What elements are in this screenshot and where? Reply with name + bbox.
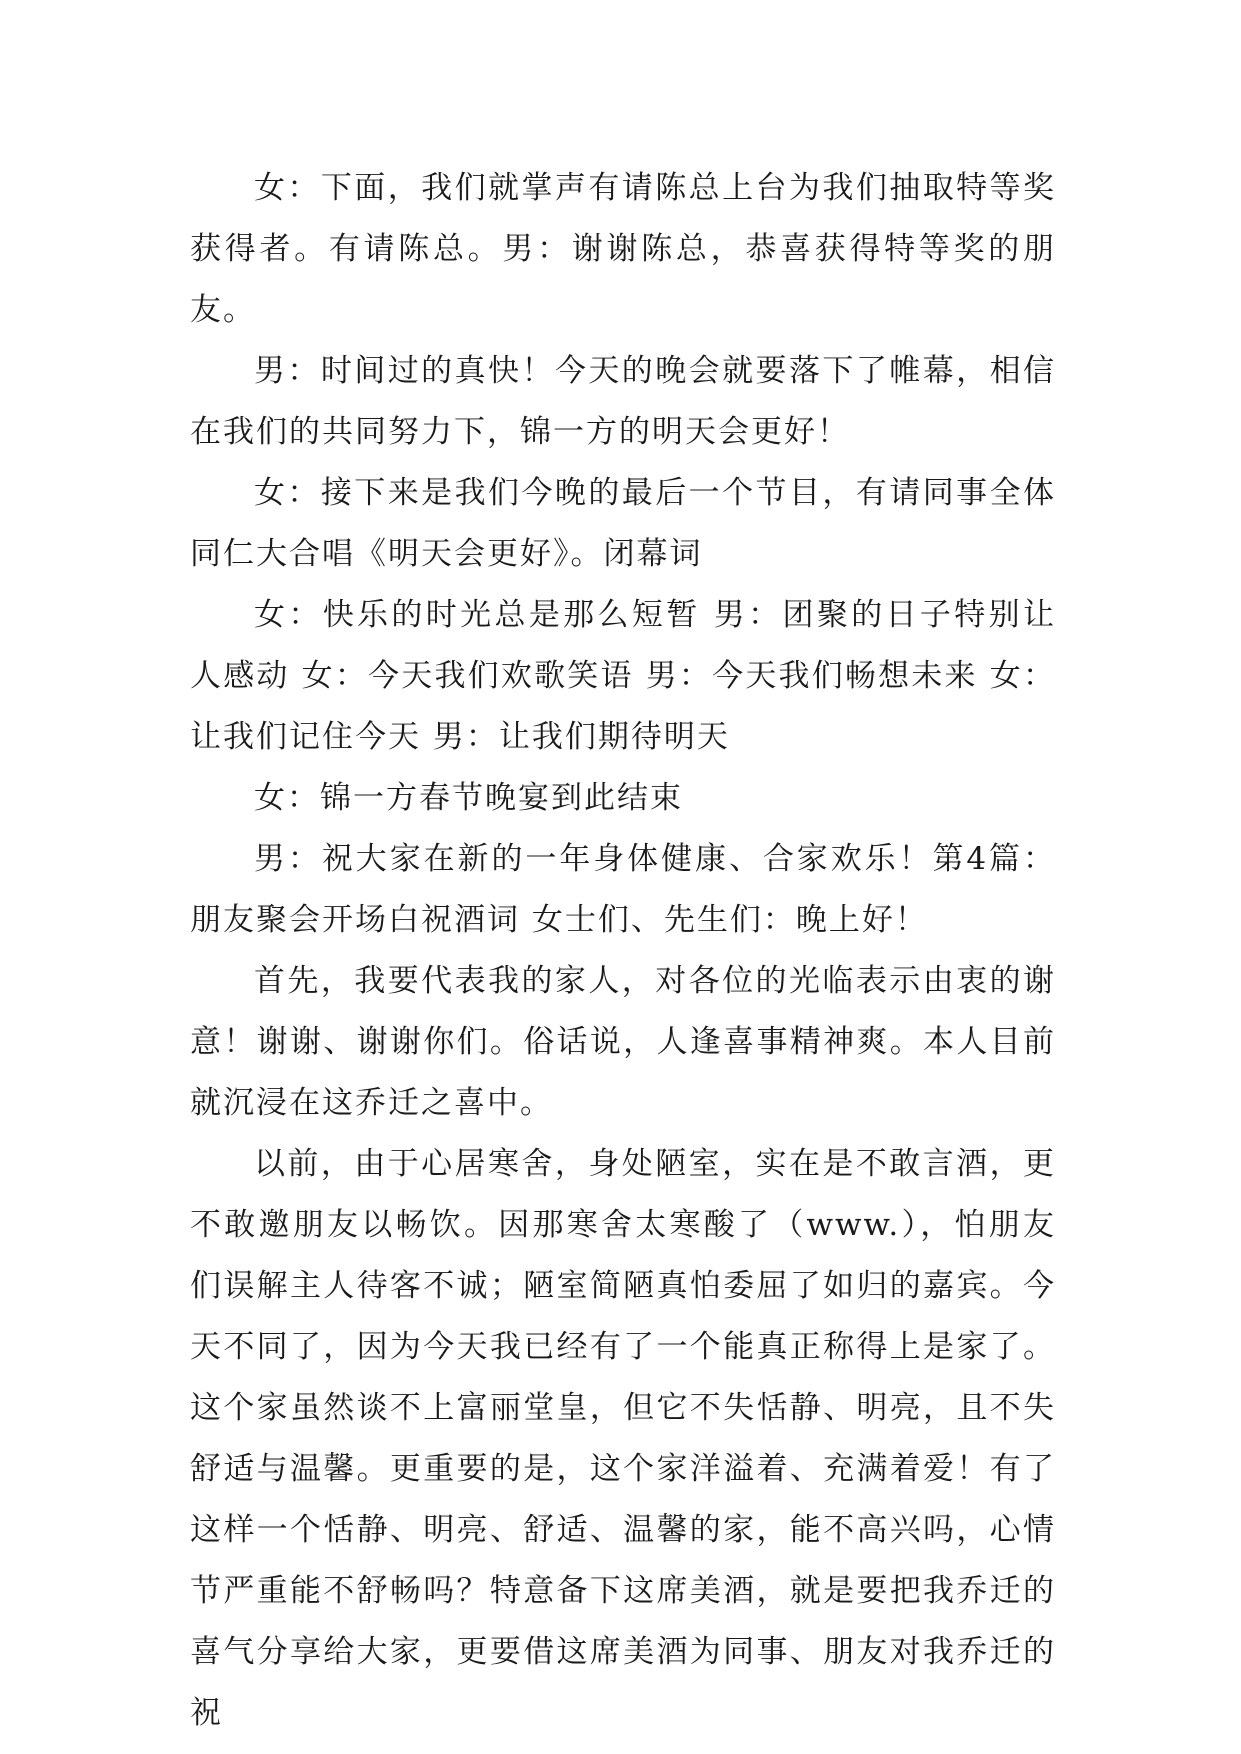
paragraph-8: 以前，由于心居寒舍，身处陋室，实在是不敢言酒，更不敢邀朋友以畅饮。因那寒舍太寒酸了（www.），怕朋友们误解主人待客不诚；陋室简陋真怕委屈了如归的嘉宾。今天不同了，因为今天我已经有了一个能真正称得上是家了。这个家虽然谈不上富丽堂皇，但它不失恬静、明亮，且不失舒适与温馨。更重要的是，这个家洋溢着、充满着爱！有了这样一个恬静、明亮、舒适、温馨的家，能不高兴吗，心情节严重能不舒畅吗？特意备下这席美酒，就是要把我乔迁的喜气分享给大家，更要借这席美酒为同事、朋友对我乔迁的祝 <box>190 1146 1056 1731</box>
paragraph-7: 首先，我要代表我的家人，对各位的光临表示由衷的谢意！谢谢、谢谢你们。俗话说，人逢喜事精神爽。本人目前就沉浸在这乔迁之喜中。 <box>190 963 1056 1121</box>
paragraph-6: 男：祝大家在新的一年身体健康、合家欢乐！第4篇：朋友聚会开场白祝酒词 女士们、先生们：晚上好！ <box>190 841 1056 938</box>
paragraph-5: 女：锦一方春节晚宴到此结束 <box>254 780 683 816</box>
paragraph-1: 女：下面，我们就掌声有请陈总上台为我们抽取特等奖获得者。有请陈总。男：谢谢陈总，恭喜获得特等奖的朋友。 <box>190 170 1056 328</box>
paragraph-4: 女：快乐的时光总是那么短暂 男：团聚的日子特别让人感动 女：今天我们欢歌笑语 男：今天我们畅想未来 女：让我们记住今天 男：让我们期待明天 <box>190 597 1056 755</box>
paragraph-2: 男：时间过的真快！今天的晚会就要落下了帷幕，相信在我们的共同努力下，锦一方的明天会更好！ <box>190 353 1056 450</box>
document-body <box>190 158 1056 1744</box>
paragraph-3: 女：接下来是我们今晚的最后一个节目，有请同事全体同仁大合唱《明天会更好》。闭幕词 <box>190 475 1056 572</box>
